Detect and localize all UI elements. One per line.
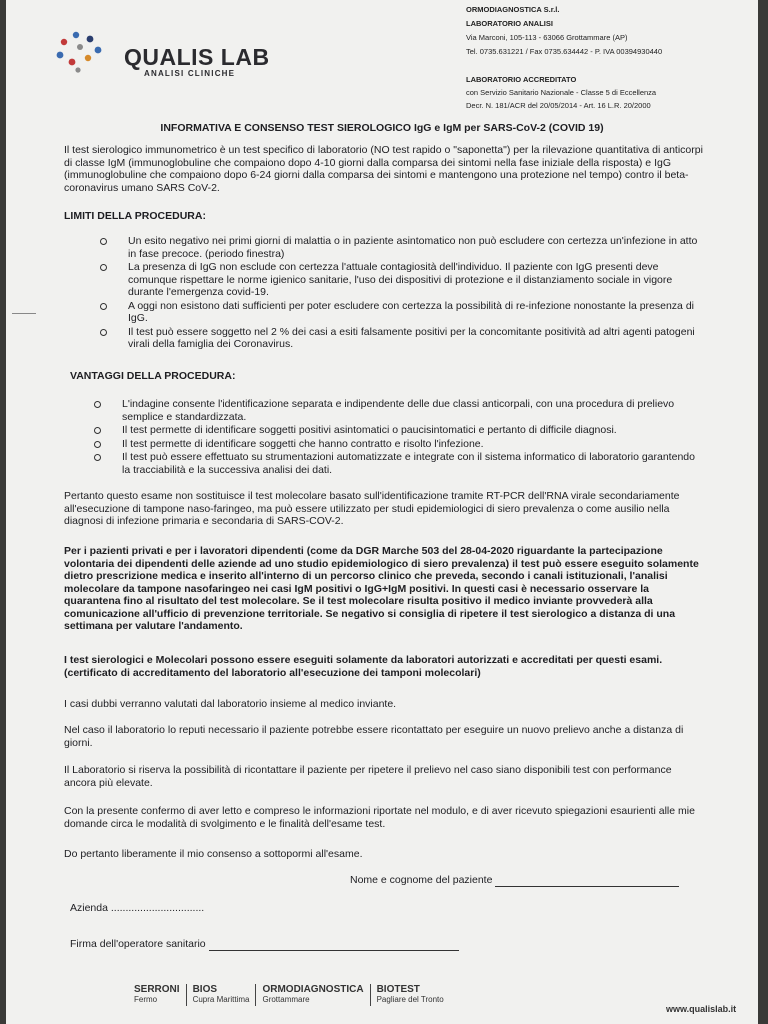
company-field-dots: ................................ (110, 902, 205, 914)
advantages-list (94, 398, 704, 477)
footer-separator (186, 984, 187, 1006)
footer-separator (255, 984, 256, 1006)
qualis-logo-icon (50, 30, 110, 74)
brand-subtitle: ANALISI CLINICHE (144, 69, 236, 78)
patient-signature-line (495, 875, 679, 887)
limits-list (100, 235, 704, 352)
footer-lab: ORMODIAGNOSTICA Grottammare (262, 984, 364, 1004)
recontact-paragraph: Nel caso il laboratorio lo reputi necessario il paziente potrebbe essere ricontattato per eseguire un nuovo prelievo anche a distanza di giorni. (64, 724, 684, 749)
footer-labs (134, 984, 450, 1006)
list-item: Il test può essere effettuato su strumentazioni automatizzate e integrate con il sistema informatico di laboratorio garantendo la tracciabilità e la successiva analisi dei dati. (94, 451, 704, 476)
operator-signature-line (209, 939, 459, 951)
footer-separator (370, 984, 371, 1006)
intro-paragraph: Il test sierologico immunometrico è un test specifico di laboratorio (NO test rapido o "saponetta") per la rilevazione quantitativa di anticorpi di classe IgM (immunoglobuline che compaiono dopo 4-10 giorni dalla comparsa dei sintomi nella fase iniziale della risposta) e IgG (immunoglobuline che compaiono dopo 6-24 giorni dalla comparsa dei sintomi e mantengono una protezione nel tempo) contro il beta-coronavirus umano SARS CoV-2. (64, 144, 703, 194)
company-address: Via Marconi, 105-113 - 63066 Grottammare (AP) (466, 33, 628, 42)
company-contacts: Tel. 0735.631221 / Fax 0735.634442 - P. IVA 00394930440 (466, 47, 663, 56)
document-page (6, 0, 758, 1024)
patient-name-label: Nome e cognome del paziente (350, 874, 493, 886)
reserve-paragraph: Il Laboratorio si riserva la possibilità di ricontattare il paziente per ripetere il prelievo nel caso siano disponibili test con performance ancora più elevate. (64, 764, 672, 789)
footer-lab: BIOS Cupra Marittima (192, 984, 250, 1004)
company-info (466, 3, 662, 59)
company-field (70, 902, 710, 915)
accreditation-info (466, 73, 656, 112)
patient-name-field (350, 874, 710, 887)
footer-lab: SERRONI Fermo (134, 984, 180, 1004)
list-item: Il test permette di identificare soggetti che hanno contratto e risolto l'infezione. (94, 438, 704, 451)
authorized-labs-paragraph: I test sierologici e Molecolari possono essere eseguiti solamente da laboratori autorizzati e accreditati per questi esami. (certificato di accreditamento del laboratorio all'esecuzione dei tamponi molecolari) (64, 654, 663, 679)
company-name: ORMODIAGNOSTICA S.r.l. (466, 5, 560, 14)
company-lab: LABORATORIO ANALISI (466, 19, 553, 28)
list-item: La presenza di IgG non esclude con certezza l'attuale contagiosità dell'individuo. Il paziente con IgG presenti deve comunque rispettare le norme igienico sanitarie, l'uso dei dispositivi di protezione e il distanziamento sociale in vigore durante l'emergenza covid-19. (100, 261, 704, 299)
private-patients-paragraph: Per i pazienti privati e per i lavoratori dipendenti (come da DGR Marche 503 del 28-04-2020 riguardante la partecipazione volontaria dei dipendenti delle aziende ad uno studio epidemiologico di siero prevalenza) il test può essere eseguito solamente dietro prescrizione medica e inserito all'interno di un percorso clinico che preveda, secondo i canali istituzionali, l'analisi molecolare da tampone nasofaringeo nei casi IgM positivi o IgG+IgM positivi. In questi casi è necessario osservare la quarantena fino al risultato del test molecolare. Se il test molecolare risulta positivo il medico inviante provvederà alla comunicazione all'ufficio di prevenzione territoriale. Se negativo si consiglia di ripetere il test sierologico a distanza di una settimana per valutare l'andamento. (64, 545, 699, 632)
accreditation-title: LABORATORIO ACCREDITATO (466, 75, 577, 84)
brand-name: QUALIS LAB (124, 44, 270, 70)
consent-paragraph: Do pertanto liberamente il mio consenso a sottopormi all'esame. (64, 848, 363, 860)
list-item: Il test può essere soggetto nel 2 % dei casi a esiti falsamente positivi per la concomitante positività ad altri agenti patogeni virali della famiglia dei Coronavirus. (100, 326, 704, 351)
margin-mark (12, 313, 36, 314)
list-item: Il test permette di identificare soggetti positivi asintomatici o paucisintomatici e pertanto di difficile diagnosi. (94, 424, 704, 437)
accreditation-line1: con Servizio Sanitario Nazionale - Classe 5 di Eccellenza (466, 88, 657, 97)
doubtful-cases-paragraph: I casi dubbi verranno valutati dal laboratorio insieme al medico inviante. (64, 698, 397, 710)
list-item: Un esito negativo nei primi giorni di malattia o in paziente asintomatico non può escludere con certezza un'infezione in atto in fase precoce. (periodo finestra) (100, 235, 704, 260)
accreditation-line2: Decr. N. 181/ACR del 20/05/2014 - Art. 16 L.R. 20/2000 (466, 101, 651, 110)
document-title: INFORMATIVA E CONSENSO TEST SIEROLOGICO IgG e IgM per SARS-CoV-2 (COVID 19) (160, 122, 604, 134)
operator-signature-label: Firma dell'operatore sanitario (70, 938, 206, 950)
footer-lab: BIOTEST Pagliare del Tronto (376, 984, 444, 1004)
advantages-heading: VANTAGGI DELLA PROCEDURA: (70, 370, 236, 382)
confirm-paragraph: Con la presente confermo di aver letto e compreso le informazioni riportate nel modulo, e di aver ricevuto spiegazioni esaurienti alle mie domande circa le modalità di svolgimento e le finalità dell'esame test. (64, 805, 695, 830)
company-field-label: Azienda (70, 902, 108, 914)
list-item: A oggi non esistono dati sufficienti per poter escludere con certezza la possibilità di re-infezione nonostante la presenza di IgG. (100, 300, 704, 325)
limits-heading: LIMITI DELLA PROCEDURA: (64, 210, 206, 222)
website-link[interactable]: www.qualislab.it (666, 1004, 737, 1014)
list-item: L'indagine consente l'identificazione separata e indipendente delle due classi anticorpali, con una procedura di prelievo semplice e standardizzata. (94, 398, 704, 423)
operator-signature-field (70, 938, 710, 951)
molecular-note: Pertanto questo esame non sostituisce il test molecolare basato sull'identificazione tramite RT-PCR dell'RNA virale secondariamente all'esecuzione di tampone naso-faringeo, ma può essere utilizzato per studi epidemiologici di siero prevalenza o come ausilio nella diagnosi di infezione primaria e secondaria di SARS-COV-2. (64, 490, 680, 527)
